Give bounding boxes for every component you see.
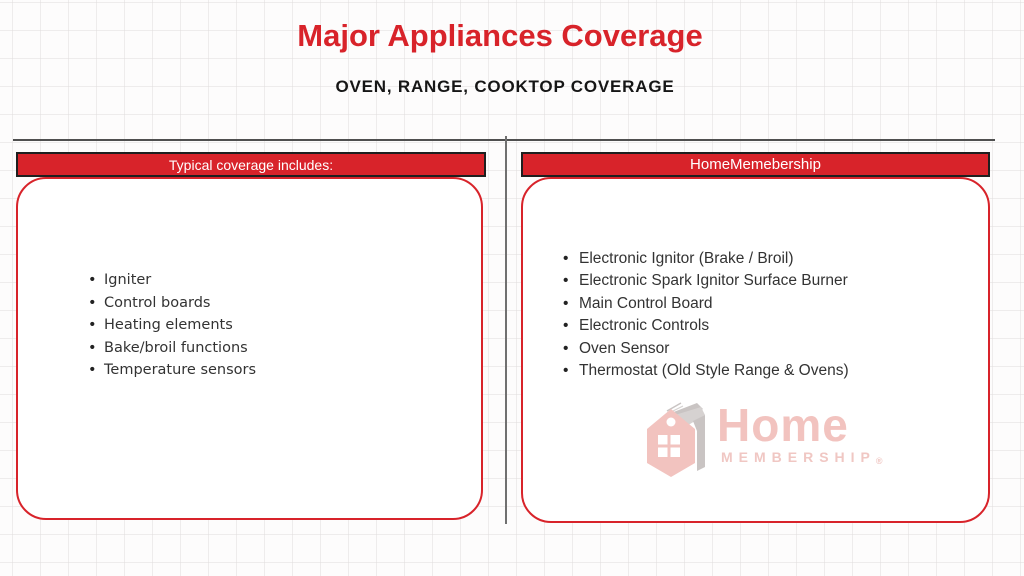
registered-mark: ®	[875, 456, 883, 466]
list-item: • Main Control Board	[563, 293, 849, 315]
list-item: • Temperature sensors	[88, 359, 256, 382]
right-panel-box	[521, 177, 990, 523]
list-item: • Igniter	[88, 269, 256, 292]
right-panel-header	[521, 152, 990, 177]
left-panel-box	[16, 177, 483, 520]
list-item: • Electronic Controls	[563, 315, 849, 337]
watermark-brand-top: Home	[717, 399, 849, 451]
list-item: • Electronic Spark Ignitor Surface Burner	[563, 270, 849, 292]
right-bullet-list	[563, 248, 849, 382]
page-title: Major Appliances Coverage	[297, 18, 703, 53]
home-membership-watermark	[641, 401, 901, 491]
list-item: • Heating elements	[88, 314, 256, 337]
left-panel-header-label: Typical coverage includes:	[168, 156, 334, 173]
page-subtitle: OVEN, RANGE, COOKTOP COVERAGE	[335, 77, 675, 96]
watermark-text	[717, 399, 883, 466]
left-bullet-list	[88, 269, 256, 382]
list-item: • Control boards	[88, 292, 256, 315]
left-panel-header	[16, 152, 486, 177]
list-item: • Electronic Ignitor (Brake / Broil)	[563, 248, 849, 270]
list-item: • Thermostat (Old Style Range & Ovens)	[563, 360, 849, 382]
vertical-divider	[505, 136, 507, 524]
right-panel-header-label: HomeMemebership	[690, 156, 821, 173]
horizontal-rule	[13, 139, 995, 141]
home-membership-house-icon	[641, 401, 709, 483]
watermark-brand-bottom: MEMBERSHIP®	[721, 449, 883, 466]
list-item: • Oven Sensor	[563, 338, 849, 360]
list-item: • Bake/broil functions	[88, 337, 256, 360]
